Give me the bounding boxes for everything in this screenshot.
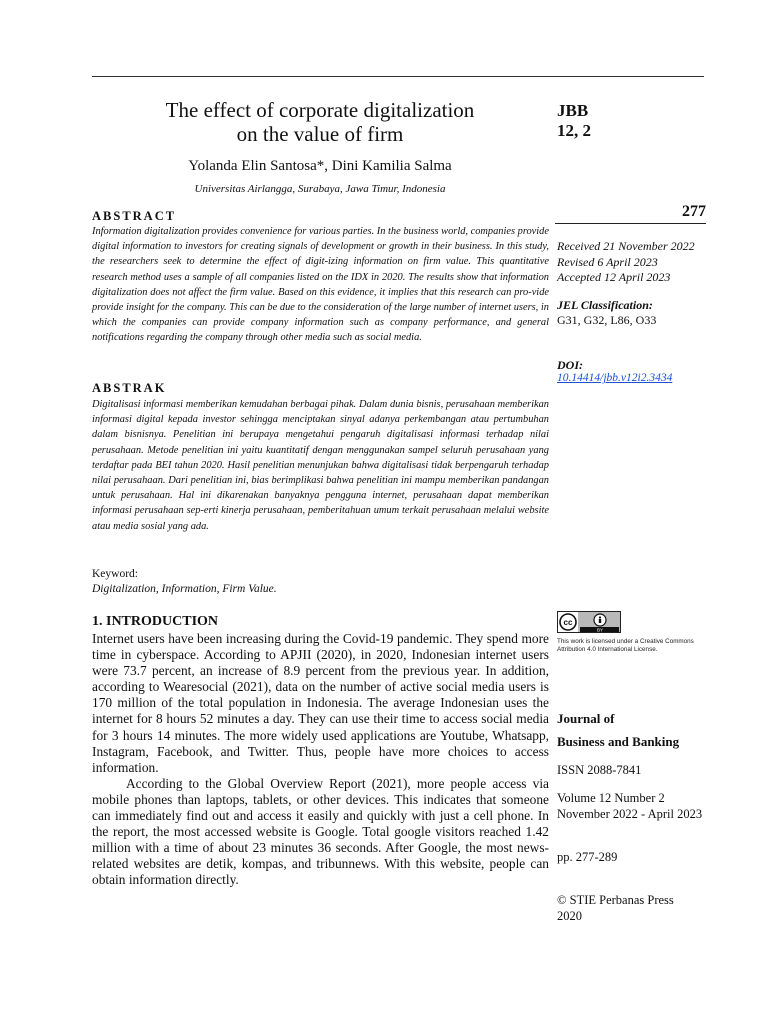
top-rule [92,76,704,77]
license-text: This work is licensed under a Creative Commons Attribution 4.0 International License. [557,638,694,653]
abstract-heading: ABSTRACT [92,209,177,223]
copyright-line-1: © STIE Perbanas Press [557,893,674,907]
cc-license-badge[interactable] [557,611,621,633]
issn: ISSN 2088-7841 [557,763,642,777]
title-line-2: on the value of firm [236,122,404,146]
introduction-body [92,631,549,889]
journal-code: JBB [557,101,589,120]
cc-logo-icon [560,614,576,630]
copyright [557,893,707,924]
publication-dates [557,239,695,286]
volume-info [557,791,707,822]
affiliation: Universitas Airlangga, Surabaya, Jawa Timur, Indonesia [194,183,446,195]
doi-link[interactable]: 10.14414/jbb.v12i2.3434 [557,372,673,384]
volume-line-1: Volume 12 Number 2 [557,791,665,805]
paper-title [92,98,548,146]
title-line-1: The effect of corporate digitalization [165,98,475,122]
journal-name [557,707,679,753]
doi-label: DOI: [557,358,583,372]
keyword-label: Keyword: [92,568,138,580]
page-range: pp. 277-289 [557,850,618,864]
intro-paragraph-1: Internet users have been increasing during the Covid-19 pandemic. They spend more time in cyberspace. According to APJII (2020), in 2020, Indonesian internet users were 73.7 percent, an increase of 8.9 percent from the previous year. In addition, according to Wearesocial (2021), data on the number of active social media users is 170 million of the total population in Indonesia. The average Indonesian uses the internet for 8 hours 52 minutes a day. They can use their time to access social media for 3 hours 14 minutes. The more widely used applications are Youtube, Whatsapp, Instagram, Facebook, and Twitter. Thus, people have more choices to access information. [92,631,549,775]
copyright-line-2: 2020 [557,908,582,923]
journal-name-line-1: Journal of [557,711,615,726]
introduction-heading: 1. INTRODUCTION [92,614,219,629]
journal-name-line-2: Business and Banking [557,734,680,749]
side-rule [555,223,706,224]
abstrak-heading: ABSTRAK [92,381,167,395]
abstrak-text: Digitalisasi informasi memberikan kemudahan berbagai pihak. Dalam dunia bisnis, perusahaan memberikan informasi digital kepada investor sehingga menciptakan sinyal adanya perkembangan atau pertumbuhan dalam bisnisnya. Penelitian ini berupaya mengetahui pengaruh digitalisasi informasi terhadap nilai perusahaan. Metode penelitian ini yaitu kuantitatif dengan menggunakan sampel seluruh perusahaan yang terdaftar pada BEI tahun 2020. Hasil penelitian menunjukan bahwa digitalisasi tidak berpengaruh terhadap nilai perusahaan. Dari penelitian ini, bias berimplikasi bahwa penelitian ini mampu memberikan pandangan untuk perusahaan. Hal ini dikarenakan banyaknya pengguna internet, perusahaan dapat memberikan informasi perusahaan sep-erti kinerja perusahaan, pemberitahuan umum terkait perusahaan melalui website atau media sosial yang ada. [92,399,549,532]
page-number: 277 [682,203,706,220]
accepted-date: Accepted 12 April 2023 [557,270,671,284]
received-date: Received 21 November 2022 [557,239,695,253]
cc-logo-text: cc [563,618,573,627]
intro-paragraph-2: According to the Global Overview Report (2021), more people access via mobile phones than laptops, tablets, or other devices. This indicates that someone can immediately find out and access it easily and quickly with just a cell phone. In the report, the most accessed website is Google. Total google visitors reached 1.42 million with a time of about 23 minutes 36 seconds. After Google, the most news-related websites are detik, kompas, and tribunnews. With this website, people can obtain information directly. [92,775,549,888]
volume-issue: 12, 2 [557,121,591,140]
volume-line-2: November 2022 - April 2023 [557,806,703,821]
journal-code-block [557,101,591,141]
abstract-text: Information digitalization provides convenience for various parties. In the business world, companies provide digital information to investors for creating signals of development or growth in their business. In this study, the researchers seek to determine the effect of digit-izing information on firm value. This quantitative research method uses a sample of all companies listed on the IDX in 2020. The results show that information digitalization does not affect the firm value. Based on this evidence, it implies that this research can pro-vide provide insight for the company. This can be due to the consideration of the large number of internet users, in which the companies can provide company information such as company performance, and general notifications regarding the company through other media such as social media. [92,226,549,344]
keyword-value: Digitalization, Information, Firm Value. [92,583,277,595]
attribution-by-icon [594,614,606,626]
jel-codes: G31, G32, L86, O33 [557,313,657,327]
revised-date: Revised 6 April 2023 [557,254,658,269]
cc-by-text: BY [596,627,604,632]
jel-label: JEL Classification: [557,298,653,312]
authors: Yolanda Elin Santosa*, Dini Kamilia Salma [188,158,452,174]
